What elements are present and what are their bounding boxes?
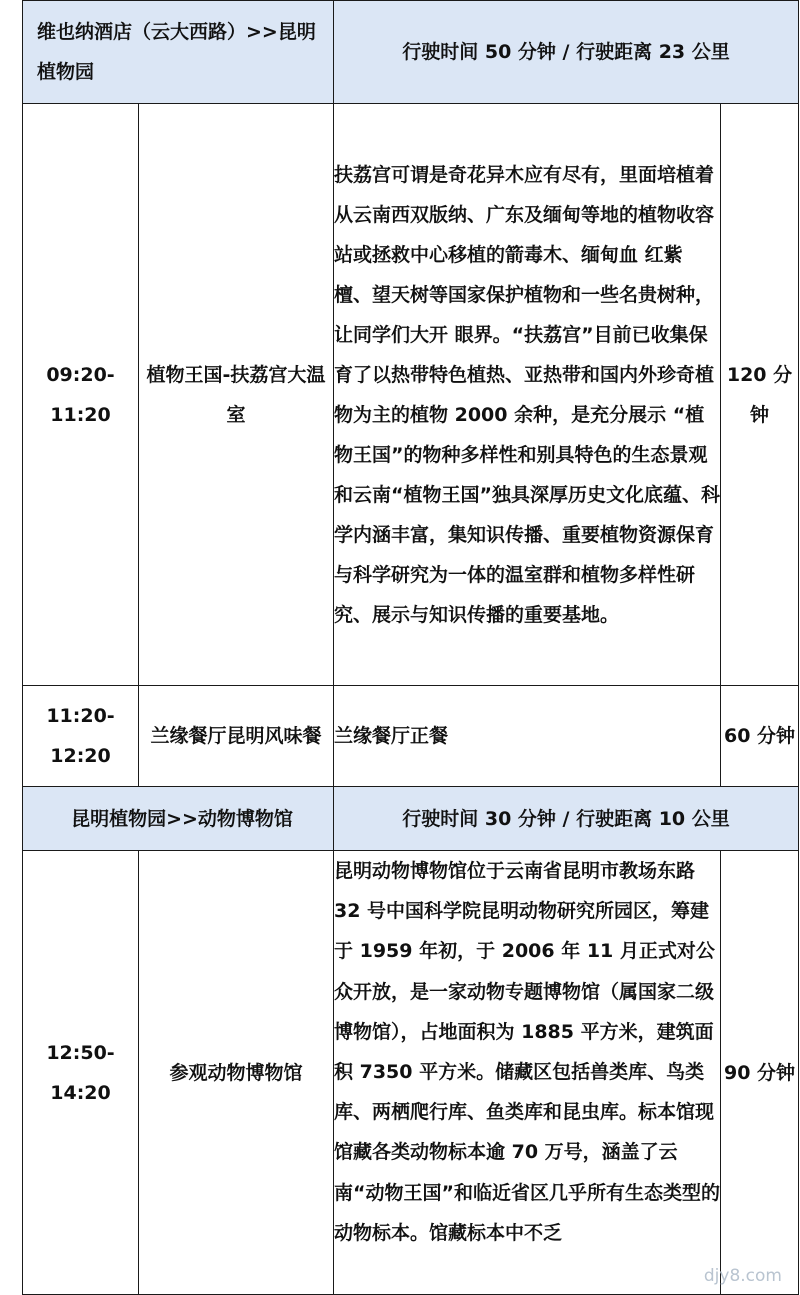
time-cell: 11:20-12:20 (23, 686, 139, 787)
duration-cell: 90 分钟 (721, 851, 799, 1295)
transfer-row-1 (23, 1, 799, 104)
duration-cell: 60 分钟 (721, 686, 799, 787)
description-cell: 兰缘餐厅正餐 (334, 686, 721, 787)
duration-cell: 120 分钟 (721, 104, 799, 686)
route-cell: 维也纳酒店（云大西路）>>昆明植物园 (23, 1, 334, 104)
watermark: djy8.com (703, 1266, 782, 1286)
activity-row-2 (23, 686, 799, 787)
place-cell: 参观动物博物馆 (139, 851, 334, 1295)
travel-info-cell: 行驶时间 50 分钟 / 行驶距离 23 公里 (334, 1, 799, 104)
description-cell: 扶荔宫可谓是奇花异木应有尽有，里面培植着从云南西双版纳、广东及缅甸等地的植物收容站或拯救中心移植的箭毒木、缅甸血 红紫檀、望天树等国家保护植物和一些名贵树种，让同学们大开 眼界。“扶荔宫”目前已收集保育了以热带特色植热、亚热带和国内外珍奇植物为主的植物 2000 余种，是充分展示 “植物王国”的物种多样性和别具特色的生态景观和云南“植物王国”独具深厚历史文化底蕴、科学内涵丰富，集知识传播、重要植物资源保育与科学研究为一体的温室群和植物多样性研究、展示与知识传播的重要基地。 (334, 104, 721, 686)
itinerary-table (22, 0, 799, 1295)
time-cell: 09:20-11:20 (23, 104, 139, 686)
time-cell: 12:50-14:20 (23, 851, 139, 1295)
route-cell: 昆明植物园>>动物博物馆 (23, 787, 334, 851)
travel-info-cell: 行驶时间 30 分钟 / 行驶距离 10 公里 (334, 787, 799, 851)
place-cell: 兰缘餐厅昆明风味餐 (139, 686, 334, 787)
place-cell: 植物王国-扶荔宫大温室 (139, 104, 334, 686)
description-cell: 昆明动物博物馆位于云南省昆明市教场东路 32 号中国科学院昆明动物研究所园区，筹建于 1959 年初，于 2006 年 11 月正式对公众开放，是一家动物专题博物馆（属国家二级博物馆），占地面积为 1885 平方米，建筑面积 7350 平方米。储藏区包括兽类库、鸟类库、两栖爬行库、鱼类库和昆虫库。标本馆现馆藏各类动物标本逾 70 万号，涵盖了云南“动物王国”和临近省区几乎所有生态类型的动物标本。馆藏标本中不乏 (334, 851, 721, 1295)
activity-row-3 (23, 851, 799, 1295)
activity-row-1 (23, 104, 799, 686)
transfer-row-2 (23, 787, 799, 851)
